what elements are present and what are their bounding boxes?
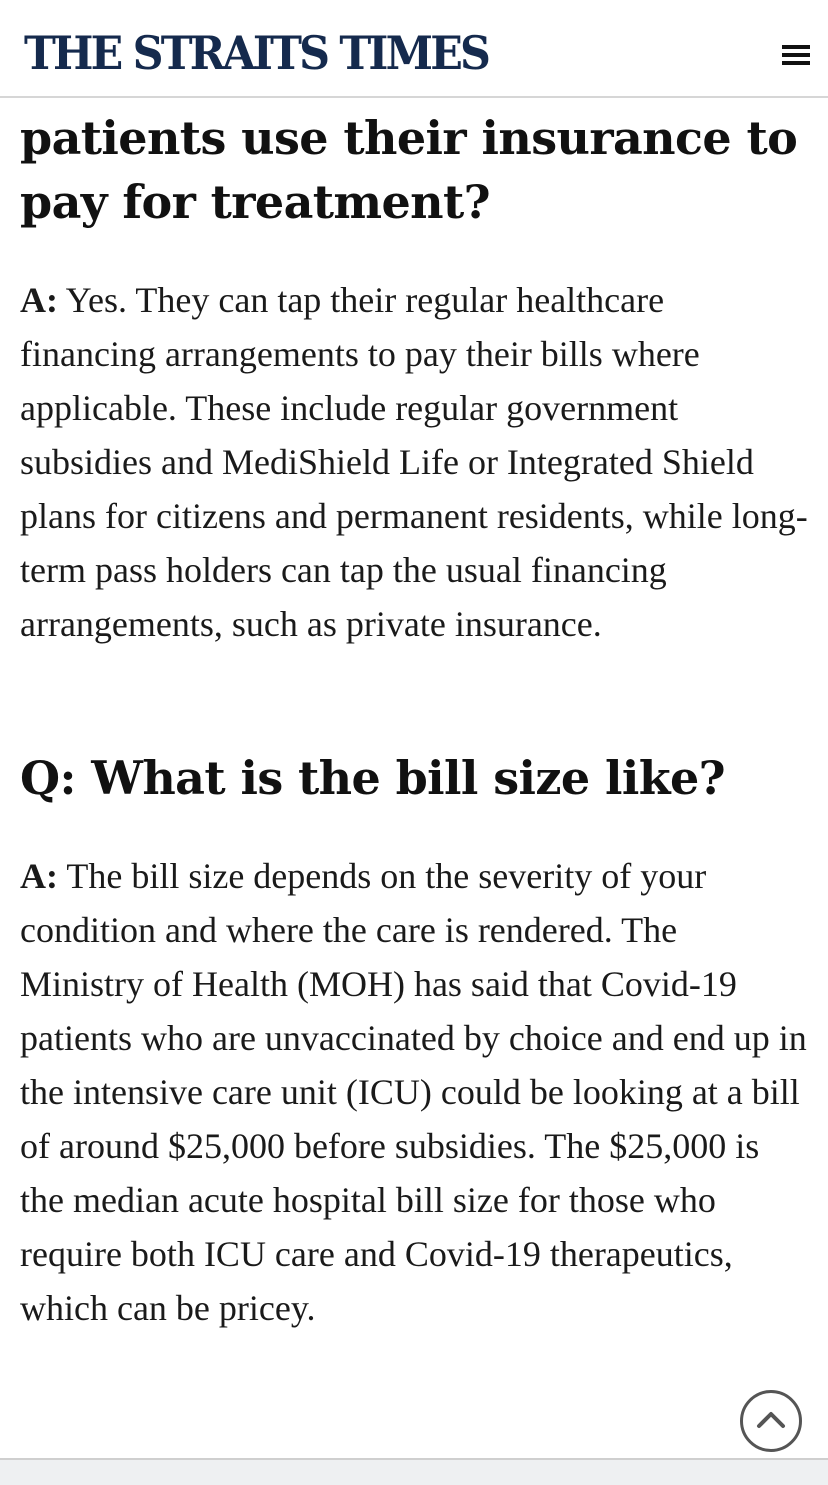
answer-paragraph-insurance — [20, 273, 808, 651]
menu-line — [782, 61, 810, 65]
scroll-to-top-button[interactable] — [740, 1390, 802, 1452]
answer-paragraph-bill-size — [20, 849, 808, 1335]
hamburger-menu-icon[interactable] — [776, 40, 816, 74]
menu-line — [782, 45, 810, 49]
chevron-up-icon — [756, 1408, 786, 1432]
site-header — [0, 0, 828, 98]
question-heading-insurance: patients use their insurance to pay for treatment? — [20, 111, 798, 229]
answer-text: Yes. They can tap their regular healthcare financing arrangements to pay their bills where applicable. These include regular government subsidies and MediShield Life or Integrated Shield plans for citizens and permanent residents, while long-term pass holders can tap the usual financing arrangements, such as private insurance. — [20, 280, 808, 644]
menu-line — [782, 53, 810, 57]
answer-prefix: A: — [20, 280, 58, 320]
answer-prefix: A: — [20, 856, 58, 896]
site-logo[interactable]: THE STRAITS TIMES — [24, 26, 489, 80]
question-heading-bill-size: Q: What is the bill size like? — [20, 751, 726, 805]
answer-text: The bill size depends on the severity of your condition and where the care is rendered. The Ministry of Health (MOH) has said that Covid-19 patients who are unvaccinated by choice and end up in the intensive care unit (ICU) could be looking at a bill of around $25,000 before subsidies. The $25,000 is the median acute hospital bill size for those who require both ICU care and Covid-19 therapeutics, which can be pricey. — [20, 856, 807, 1328]
bottom-bar — [0, 1458, 828, 1485]
